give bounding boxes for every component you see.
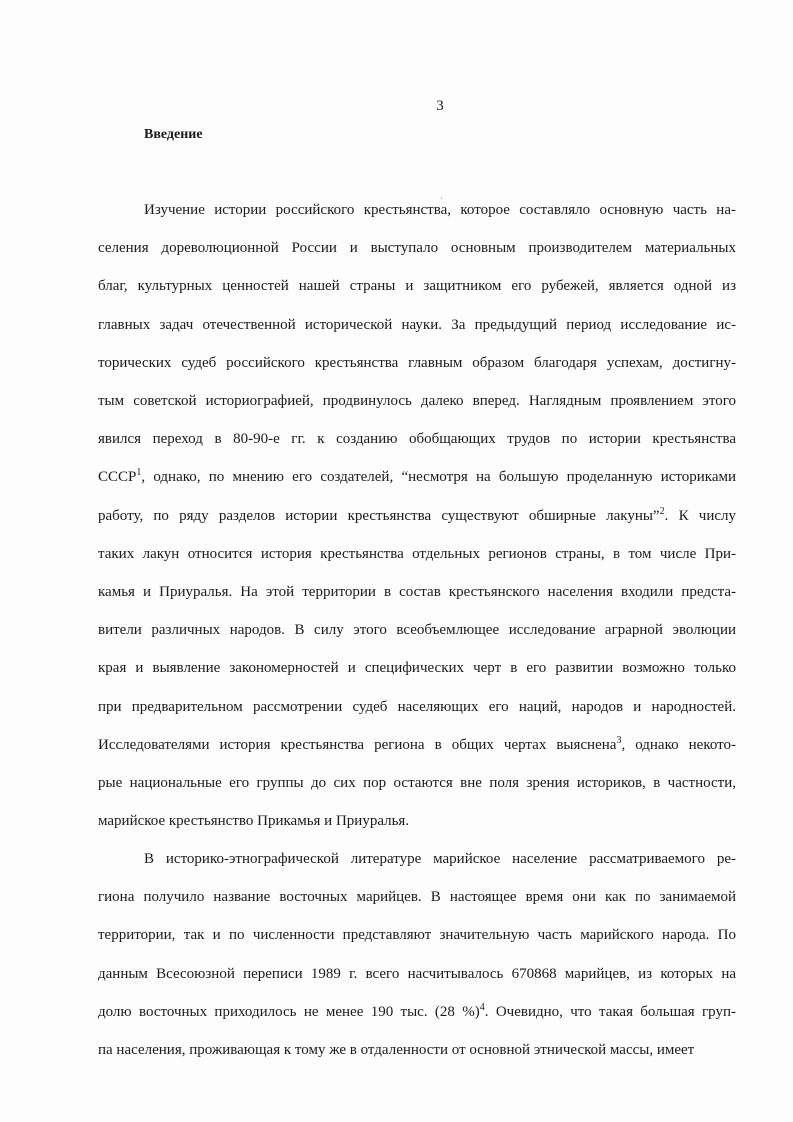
line-text: камья и Приуралья. На этой территории в состав крестьянского населения входили предста- — [98, 584, 736, 600]
line-text-continued: . К числу — [664, 507, 736, 524]
text-line — [98, 391, 736, 411]
text-line — [98, 697, 736, 717]
scan-speck: · — [440, 194, 443, 203]
line-text: вители различных народов. В силу этого всеобъемлющее исследование аграрной эволюции — [98, 622, 736, 639]
text-line — [98, 276, 736, 296]
text-line — [144, 200, 736, 220]
line-text: работу, по ряду разделов истории крестьянства существуют обширные лакуны” — [98, 507, 660, 524]
text-line — [98, 925, 736, 945]
footnote-marker: 3 — [616, 734, 622, 746]
text-line — [98, 315, 736, 335]
text-line — [98, 773, 736, 793]
text-line — [98, 544, 736, 564]
line-text: Исследователями история крестьянства региона в общих чертах выяснена — [98, 736, 617, 753]
footnote-marker: 1 — [136, 467, 142, 479]
text-line — [144, 849, 736, 869]
section-heading: Введение — [144, 127, 203, 142]
text-line — [98, 353, 736, 373]
text-line — [98, 811, 736, 831]
text-line — [98, 658, 736, 678]
line-text: долю восточных приходилось не менее 190 тыс. (28 %) — [98, 1003, 480, 1020]
line-text: таких лакун относится история крестьянства отдельных регионов страны, в том числе При- — [98, 545, 736, 562]
line-text: главных задач отечественной исторической науки. За предыдущий период исследование ис- — [98, 316, 736, 333]
text-line — [98, 735, 736, 755]
line-text: благ, культурных ценностей нашей страны и защитником его рубежей, является одной из — [98, 278, 736, 295]
text-line — [98, 1002, 736, 1022]
line-text-continued: , однако некото- — [621, 736, 736, 753]
footnote-marker: 2 — [659, 505, 665, 517]
line-text: тым советской историографией, продвинулось далеко вперед. Наглядным проявлением этого — [98, 393, 736, 409]
line-text: селения дореволюционной России и выступало основным производителем материальных — [98, 240, 736, 257]
line-text-continued: . Очевидно, что такая большая груп- — [484, 1003, 736, 1020]
line-text: территории, так и по численности представляют значительную часть марийского народа. По — [98, 927, 736, 944]
line-text: данным Всесоюзной переписи 1989 г. всего насчитывалось 670868 марийцев, из которых на — [98, 965, 736, 982]
text-line — [98, 620, 736, 640]
line-text: марийское крестьянство Прикамья и Приуралья. — [98, 813, 410, 830]
text-line — [98, 429, 736, 449]
line-text: края и выявление закономерностей и специфических черт в его развитии возможно только — [98, 660, 736, 677]
text-line — [98, 238, 736, 258]
line-text: Изучение истории российского крестьянства, которое составляло основную часть на- — [144, 202, 736, 218]
text-line — [98, 887, 736, 907]
page-number: 3 — [436, 98, 444, 114]
line-text-continued: , однако, по мнению его создателей, “несмотря на большую проделанную историками — [141, 469, 736, 486]
text-line — [98, 582, 736, 602]
line-text: при предварительном рассмотрении судеб населяющих его наций, народов и народностей. — [98, 698, 736, 715]
line-text: торических судеб российского крестьянства главным образом благодаря успехам, достигну- — [98, 354, 736, 371]
text-line — [98, 506, 736, 526]
line-text: явился переход в 80-90-е гг. к созданию обобщающих трудов по истории крестьянства — [98, 431, 736, 448]
text-line — [98, 467, 736, 487]
line-text: рые национальные его группы до сих пор остаются вне поля зрения историков, в частности, — [98, 775, 736, 791]
line-text: СССР — [98, 469, 137, 486]
footnote-marker: 4 — [479, 1001, 485, 1013]
text-line — [98, 964, 736, 984]
line-text: В историко-этнографической литературе марийское население рассматриваемого ре- — [144, 851, 736, 867]
line-text: па населения, проживающая к тому же в отдаленности от основной этнической массы, имеет — [98, 1042, 695, 1058]
line-text: гиона получило название восточных марийцев. В настоящее время они как по занимаемой — [98, 889, 736, 906]
text-line — [98, 1040, 736, 1060]
